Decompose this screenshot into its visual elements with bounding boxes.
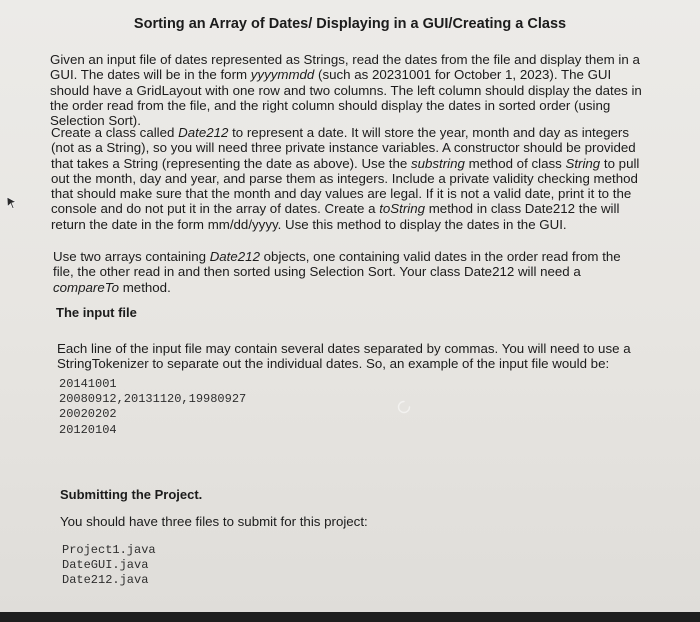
intro-paragraph [50,52,650,128]
bottom-bar [0,612,700,622]
text-run: method in class Date212 the will return the date in the form mm/dd/yyyy. Use this method to display the dates in the GUI. [51,201,620,232]
example-line: 20020202 [59,407,117,422]
file-name: Project1.java [62,543,156,557]
class-description-paragraph [51,125,651,232]
loading-spinner-icon [397,400,411,414]
text-run: Create a class called [51,125,179,140]
emphasized-text: toString [379,201,426,217]
emphasized-text: compareTo [53,279,120,295]
example-line: 20080912,20131120,19980927 [59,392,247,407]
input-file-heading: The input file [56,305,137,320]
text-run: Use two arrays containing [53,249,210,264]
text-run: to pull out the month, day and year, and parse them as integers. Include a private validity checking method that should make sure that the month and day values are legal. If it is not a valid date, print it to the console and do not put it in the array of dates. Create a [51,155,640,217]
text-run: method. [119,279,171,295]
input-file-description: Each line of the input file may contain several dates separated by commas. You will need to use a StringTokenizer to separate out the individual dates. So, an example of the input file would be: [57,341,631,372]
emphasized-text: substring [410,155,465,171]
emphasized-text: yyyymmdd [250,67,315,83]
submission-description: You should have three files to submit for this project: [60,514,368,529]
arrays-description-paragraph [53,249,638,295]
text-run: to represent a date. It will store the year, month and day as integers (not as a String), so you will need three private instance variables. A constructor should be provided that takes a String (representing the date as above). Use the [51,125,636,171]
mouse-pointer-icon [6,196,18,210]
emphasized-text: String [565,155,601,171]
text-run: Given an input file of dates represented as Strings, read the dates from the file and display them in a GUI. The dates will be in the form [50,52,640,83]
emphasized-text: Date212 [209,249,260,264]
submission-file-list [62,543,156,589]
submission-heading: Submitting the Project. [60,487,203,502]
page-title: Sorting an Array of Dates/ Displaying in a GUI/Creating a Class [133,16,567,32]
example-line: 20120104 [59,422,117,437]
input-file-example [59,377,246,438]
emphasized-text: Date212 [178,125,229,140]
file-name: DateGUI.java [62,558,149,573]
text-run: (such as 20231001 for October 1, 2023). The GUI should have a GridLayout with one row and two columns. The left column should display the dates in the order read from the file, and the right column should display the dates in sorted order (using Selection Sort). [50,67,642,129]
example-line: 20141001 [59,377,117,391]
text-run: method of class [464,155,566,171]
file-name: Date212.java [62,573,149,588]
text-run: objects, one containing valid dates in the order read from the file, the other read in and then sorted using Selection Sort. Your class Date212 will need a [53,249,621,280]
